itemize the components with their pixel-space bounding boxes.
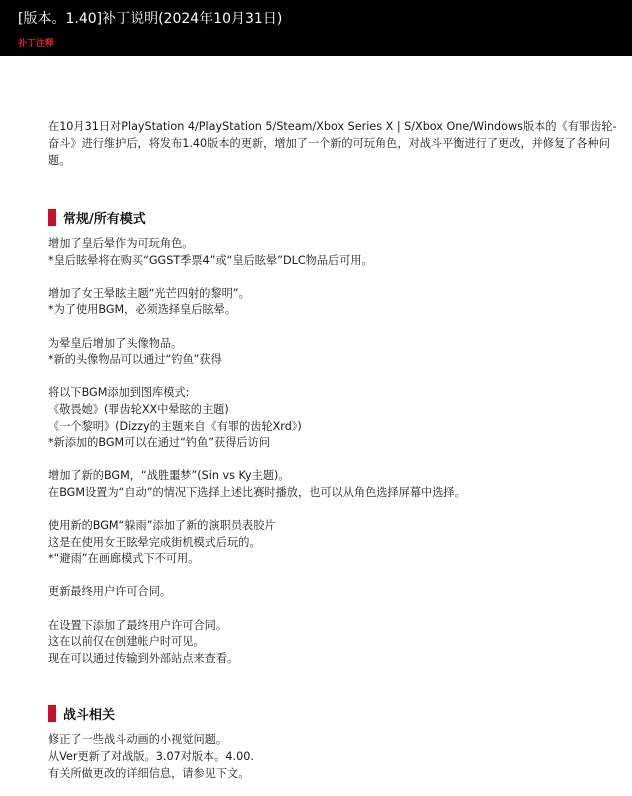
section xyxy=(48,703,618,782)
text-line: 使用新的BGM“躲雨”添加了新的演职员表胶片 xyxy=(48,519,276,533)
section-marker xyxy=(48,209,56,226)
text-line: 现在可以通过传输到外部站点来查看。 xyxy=(48,651,239,665)
header-bar xyxy=(0,0,632,56)
section-heading xyxy=(48,703,618,723)
text-block xyxy=(48,336,618,369)
text-line: *“避雨”在画廊模式下不可用。 xyxy=(48,552,200,566)
text-block xyxy=(48,584,618,601)
text-line: 在设置下添加了最终用户许可合同。 xyxy=(48,618,228,632)
text-line: 从Ver更新了对战版。3.07对版本。4.00. xyxy=(48,750,254,764)
text-block xyxy=(48,618,618,668)
text-line: 《一个黎明》(Dizzy的主题来自《有罪的齿轮Xrd》) xyxy=(48,419,302,433)
section xyxy=(48,207,618,667)
text-line: 修正了一些战斗动画的小视觉问题。 xyxy=(48,733,228,747)
text-line: 这是在使用女王眩晕完成街机模式后玩的。 xyxy=(48,535,261,549)
text-line: *为了使用BGM，必须选择皇后眩晕。 xyxy=(48,303,237,317)
text-line: 增加了新的BGM，“战胜噩梦”(Sin vs Ky主题)。 xyxy=(48,469,290,483)
article-content xyxy=(48,118,618,782)
text-block xyxy=(48,732,618,782)
text-line: *皇后眩晕将在购买“GGST季票4”或“皇后眩晕”DLC物品后可用。 xyxy=(48,253,373,267)
intro-paragraph: 在10月31日对PlayStation 4/PlayStation 5/Steam/Xbox Series X | S/Xbox One/Windows版本的《有罪齿轮-奋斗》进行维护后，将发布1.40版本的更新，增加了一个新的可玩角色，对战斗平衡进行了更改，并修复了各种问题。 xyxy=(48,120,617,167)
text-line: 这在以前仅在创建帐户时可见。 xyxy=(48,635,205,649)
text-block xyxy=(48,385,618,451)
page-title: [版本。1.40]补丁说明(2024年10月31日) xyxy=(18,11,283,27)
text-line: 《敬畏她》(罪齿轮XX中晕眩的主题) xyxy=(48,402,229,416)
section-marker xyxy=(48,705,56,722)
text-line: 更新最终用户许可合同。 xyxy=(48,585,172,599)
section-heading xyxy=(48,207,618,227)
text-line: 将以下BGM添加到图库模式: xyxy=(48,386,190,400)
section-heading-text: 常规/所有模式 xyxy=(63,211,146,227)
text-line: 增加了女王晕眩主题“光芒四射的黎明”。 xyxy=(48,286,250,300)
text-line: 有关所做更改的详细信息，请参见下文。 xyxy=(48,766,250,780)
text-line: *新添加的BGM可以在通过“钓鱼”获得后访问 xyxy=(48,436,270,450)
text-block xyxy=(48,236,618,269)
text-block xyxy=(48,468,618,501)
text-line: 增加了皇后晕作为可玩角色。 xyxy=(48,237,194,250)
sections xyxy=(48,207,618,782)
text-line: *新的头像物品可以通过“钓鱼”获得 xyxy=(48,353,222,367)
text-line: 为晕皇后增加了头像物品。 xyxy=(48,336,183,350)
section-heading-text: 战斗相关 xyxy=(63,707,116,723)
text-block xyxy=(48,518,618,568)
patch-notes-label[interactable]: 补丁注释 xyxy=(18,39,55,49)
text-block xyxy=(48,286,618,319)
text-line: 在BGM设置为“自动”的情况下选择上述比赛时播放，也可以从角色选择屏幕中选择。 xyxy=(48,485,466,499)
